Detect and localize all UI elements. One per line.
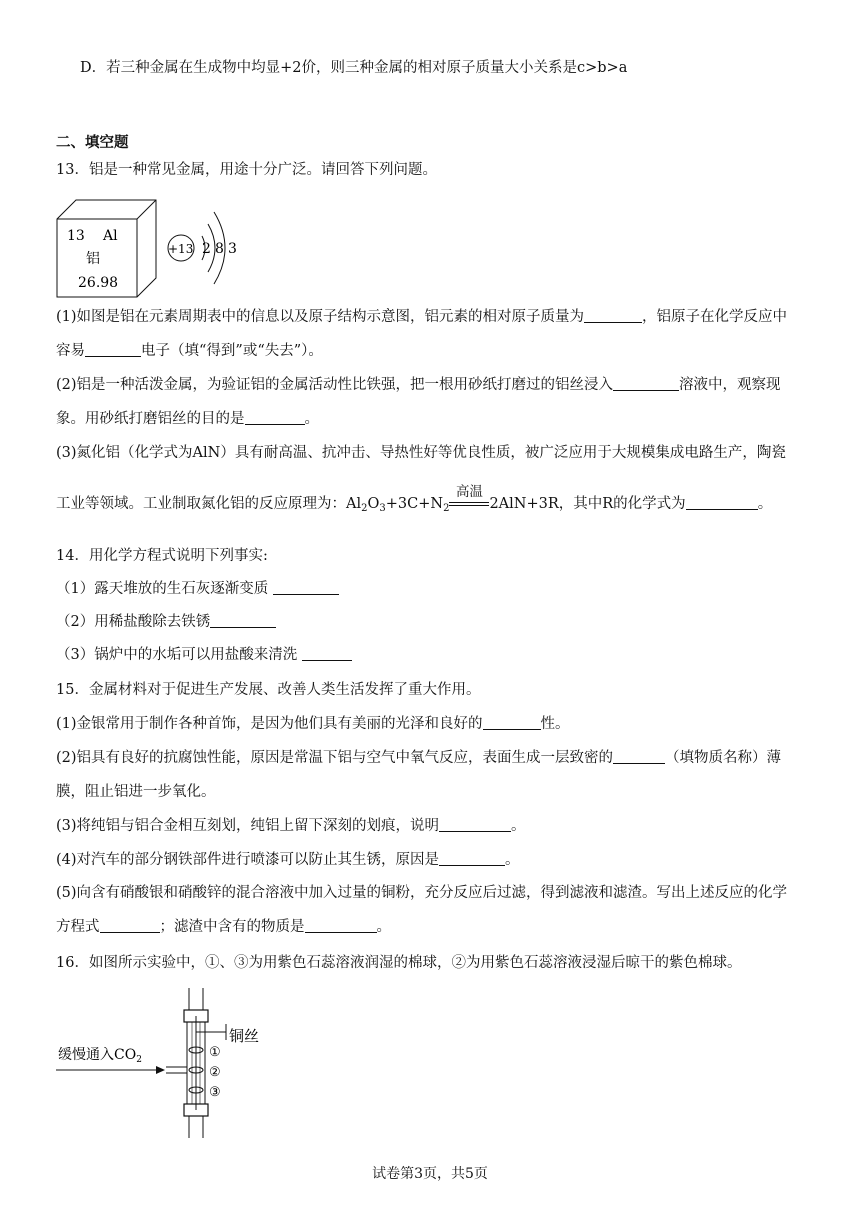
q14-item3: （3）锅炉中的水垢可以用盐酸来清洗: [56, 645, 352, 665]
answer-blank[interactable]: [686, 495, 758, 510]
q15-part1: (1)金银常用于制作各种首饰，是因为他们具有美丽的光泽和良好的 性。: [56, 716, 570, 732]
q15-part5-line2: 方程式 ；滤渣中含有的物质是 。: [56, 919, 391, 935]
answer-blank[interactable]: [245, 410, 305, 425]
element-number: 13: [67, 228, 85, 244]
q15-part5-line1: (5)向含有硝酸银和硝酸锌的混合溶液中加入过量的铜粉，充分反应后过滤，得到滤液和滤渣。写出上述反应的化学: [56, 885, 788, 901]
q13-part1-line2: 容易 电子（填“得到”或“失去”）。: [56, 343, 323, 359]
answer-blank[interactable]: [100, 918, 160, 933]
q13-part2-line2: 象。用砂纸打磨铝丝的目的是 。: [56, 411, 319, 427]
q13-part3-line1: (3)氮化铝（化学式为AlN）具有耐高温、抗冲击、导热性好等优良性质，被广泛应用于大规模集成电路生产，陶瓷: [56, 445, 786, 461]
inlet-label: 缓慢通入$CO_2$: [58, 1047, 142, 1065]
shell-1-count: 2: [202, 241, 211, 257]
ball-2-label: ②: [209, 1065, 221, 1080]
q15-part2-line2: 膜，阻止铝进一步氧化。: [56, 784, 216, 800]
q13-part3-line2: 工业等领域。工业制取氮化铝的反应原理为：$Al_2O_3+3C+N_2$ 高温 2AlN+3R，其中R的化学式为 。: [56, 484, 773, 514]
q15-stem: 15．金属材料对于促进生产发展、改善人类生活发挥了重大作用。: [56, 682, 481, 698]
q13-figure: [56, 196, 256, 301]
shell-2-count: 8: [215, 241, 224, 257]
page-footer: 试卷第3页，共5页: [372, 1166, 488, 1182]
ball-3-label: ③: [209, 1085, 221, 1100]
q16-apparatus-figure: [56, 988, 276, 1138]
answer-blank[interactable]: [439, 851, 505, 866]
q13-stem: 13．铝是一种常见金属，用途十分广泛。请回答下列问题。: [56, 162, 437, 178]
reaction-condition: 高温: [449, 502, 489, 510]
q15-part3: (3)将纯铝与铝合金相互刻划，纯铝上留下深刻的划痕，说明 。: [56, 818, 526, 834]
answer-blank[interactable]: [613, 376, 679, 391]
copper-wire-label: 铜丝: [229, 1027, 260, 1045]
shell-3-count: 3: [228, 241, 237, 257]
section-title: 二、填空题: [56, 134, 129, 151]
option-d: D．若三种金属在生成物中均显+2价，则三种金属的相对原子质量大小关系是c>b>a: [80, 60, 628, 76]
answer-blank[interactable]: [613, 749, 665, 764]
q14-stem: 14．用化学方程式说明下列事实:: [56, 548, 268, 564]
arrow-right-icon: [156, 1066, 165, 1074]
q15-part2-line1: (2)铝具有良好的抗腐蚀性能，原因是常温下铝与空气中氧气反应，表面生成一层致密的 （填物质名称）薄: [56, 750, 782, 766]
equation: $Al_2O_3+3C+N_2$ 高温 2AlN+3R: [346, 484, 559, 514]
q15-part4: (4)对汽车的部分钢铁部件进行喷漆可以防止其生锈，原因是 。: [56, 852, 520, 868]
q16-stem: 16．如图所示实验中，①、③为用紫色石蕊溶液润湿的棉球，②为用紫色石蕊溶液浸湿后晾干的紫色棉球。: [56, 955, 742, 971]
ball-1-label: ①: [209, 1045, 221, 1060]
gas-inlet: [56, 1046, 187, 1074]
nucleus-charge: +13: [168, 242, 194, 256]
element-symbol: Al: [103, 228, 118, 244]
q13-part1-line1: (1)如图是铝在元素周期表中的信息以及原子结构示意图，铝元素的相对原子质量为 ，铝原子在化学反应中: [56, 309, 788, 325]
answer-blank[interactable]: [210, 613, 276, 628]
q14-item1: （1）露天堆放的生石灰逐渐变质: [56, 579, 339, 599]
answer-blank[interactable]: [85, 342, 141, 357]
atom-structure-diagram: [168, 212, 237, 284]
answer-blank[interactable]: [584, 308, 642, 323]
answer-blank[interactable]: [483, 715, 541, 730]
periodic-table-card: [57, 200, 156, 297]
answer-blank[interactable]: [302, 646, 352, 661]
q14-item2: （2）用稀盐酸除去铁锈: [56, 612, 276, 632]
answer-blank[interactable]: [273, 580, 339, 595]
answer-blank[interactable]: [305, 918, 377, 933]
element-name: 铝: [86, 251, 100, 267]
q13-part2-line1: (2)铝是一种活泼金属，为验证铝的金属活动性比铁强，把一根用砂纸打磨过的铝丝浸入 溶液中，观察现: [56, 377, 781, 393]
element-mass: 26.98: [78, 275, 119, 291]
answer-blank[interactable]: [439, 817, 511, 832]
